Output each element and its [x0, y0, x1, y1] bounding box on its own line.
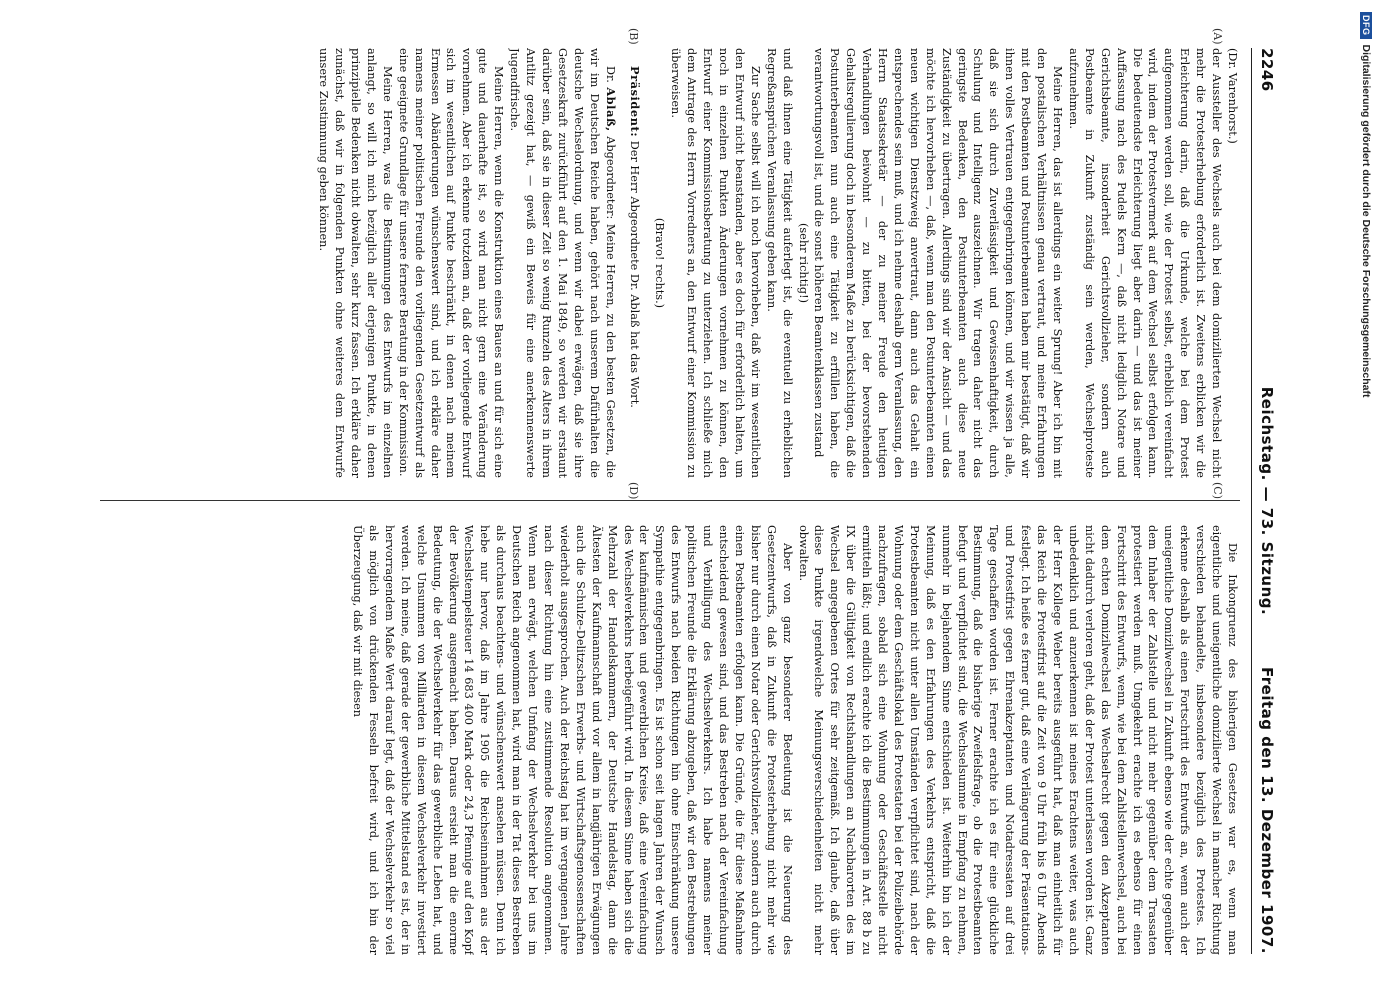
paragraph: Meine Herren, wenn die Konstruktion eines Baues an und für sich eine gute und dauerhafte ist, so wird man nicht gern eine Veränderung vornehmen. Aber ich erkenne trotzdem an, daß der vorliegende Entwurf sich im wesentlichen auf Punkte beschränkt, in denen nach meinem Ermessen Abänderungen wünschenswert sind, und ich erkläre daher namens meiner politischen Freunde den vorliegenden Gesetzentwurf als eine geeignete Grundlage für unsere fernere Beratung in der Kommission.	[396, 48, 506, 478]
president-text: Der Herr Abgeordnete Dr. Ablaß hat das Wort.	[628, 137, 642, 408]
continued-speaker: (Dr. Varenhorst.)	[1226, 48, 1239, 144]
margin-mark-c: (C)	[1211, 482, 1224, 499]
paragraph: der Aussteller des Wechsels auch bei dem domizilierten Wechsel nicht mehr die Protesterhebung erforderlich ist. Zweitens erblicken wir die Erleichterung darin, daß die Urkunde, welche bei dem Protest aufgenommen werden soll, wie der Protest selbst, erheblich vereinfacht wird, indem der Protestvermerk auf dem Wechsel selbst erfolgen kann. Die bedeutendste Erleichterung liegt aber darin — und das ist meiner Auffassung nach des Pudels Kern —, daß nicht lediglich Notare und Gerichtsbeamte, insonderheit Gerichtsvollzieher, sondern auch Postbeamte in Zukunft zuständig sein werden, Wechselproteste aufzunehmen.	[1066, 48, 1224, 478]
speaker-intro	[506, 48, 617, 478]
left-column	[100, 48, 1240, 478]
speaker-name: Ablaß,	[603, 87, 618, 132]
page-number: 2246	[1258, 48, 1276, 92]
session-date: Freitag den 13. Dezember 1907.	[1258, 667, 1276, 954]
president-statement	[627, 48, 643, 478]
paragraph: Meine Herren, was die Bestimmungen des Entwurfs im einzelnen anlangt, so will ich mich bezüglich aller derjenigen Punkte, in denen prinzipielle Bedenken nicht obwalten, sehr kurz fassen. Ich erkläre daher zunächst, daß wir in folgenden Punkten ohne weiteres dem Entwurfe unsere Zustimmung geben können.	[317, 48, 394, 478]
right-column	[100, 525, 1240, 955]
session-title: Reichstag. — 73. Sitzung.	[1258, 386, 1276, 616]
interjection: (Bravo! rechts.)	[653, 217, 667, 309]
speaker-text: Abgeordneter: Meine Herren, zu den besten Gesetzen, die wir im Deutschen Reiche haben, gehört nach unserem Dafürhalten die deutsche Wechselordnung, und wenn wir dabei erwägen, daß sie ihre Gesetzeskraft zurückführt auf den 1. Mai 1849, so werden wir erstaunt darüber sein, daß sie in dieser Zeit so wenig Runzeln des Alters in ihrem Antlitz gezeigt hat, — gewiß ein Beweis für eine anerkennenswerte Jugendfrische.	[508, 48, 617, 478]
paragraph: Meine Herren, das ist allerdings ein weiter Sprung! Aber ich bin mit den postalischen Verhältnissen genau vertraut, und meine Erfahrungen mit den Postbeamten und Postunterbeamten haben mir bestätigt, daß wir ihnen volles Vertrauen entgegenbringen können, und wir wissen ja alle, daß sie sich durch Zuverlässigkeit und Gewissenhaftigkeit, durch Schulung und Intelligenz auszeichnen. Wir tragen daher nicht das geringste Bedenken, den Postunterbeamten auch diese neue Zuständigkeit zu übertragen. Allerdings sind wir der Ansicht — und das möchte ich hervorheben —, daß, wenn man den Postunterbeamten einen neuen wichtigen Dienstzweig anvertraut, dann auch das Gehalt ein entsprechendes sein muß, und ich nehme deshalb gern Veranlassung, den Herrn Staatssekretär — der zu meiner Freude den heutigen Verhandlungen beiwohnt — zu bitten, bei der bevorstehenden Gehaltsregulierung doch in besonderem Maße zu berücksichtigen, daß die Postunterbeamten nun auch eine Tätigkeit zu erfüllen haben, die verantwortungsvoll ist, und die sonst höheren Beamtenklassen zustand	[812, 48, 1065, 478]
margin-mark-b: (B)	[627, 28, 640, 45]
digitization-text: Digitalisierung gefördert durch die Deutsche Forschungsgemeinschaft	[1360, 44, 1372, 398]
speaker-title: Dr.	[603, 66, 617, 88]
page-header	[1252, 48, 1280, 954]
paragraph: und daß ihnen eine Tätigkeit auferlegt ist, die eventuell zu erheblichen Regreßansprüchen Veranlassung geben kann.	[764, 48, 794, 478]
header-rule	[1251, 48, 1252, 954]
paragraph: Aber von ganz besonderer Bedeutung ist die Neuerung des Gesetzentwurfs, daß in Zukunft die Protesterhebung nicht mehr wie bisher nur durch einen Notar oder Gerichtsvollzieher, sondern auch durch einen Postbeamten erfolgen kann. Die Gründe, die für diese Maßnahme entscheidend gewesen sind, und das Bestreben nach der Vereinfachung und Verbilligung des Wechselverkehrs. Ich habe namens meiner politischen Freunde die Erklärung abzugeben, daß wir den Bestrebungen des Entwurfs nach beiden Richtungen hin ohne Einschränkung unsere Sympathie entgegenbringen. Es ist schon seit langen Jahren der Wunsch der kaufmännischen und gewerblichen Kreise, daß eine Vereinfachung des Wechselverkehrs herbeigeführt wird. In diesem Sinne haben sich die Mehrzahl der Handelskammern, der Deutsche Handelstag, dann die Ältesten der Kaufmannschaft und vor allem in langjährigen Erwägungen auch die Schulze-Delitzschen Erwerbs- und Wirtschaftsgenossenschaften wiederholt ausgesprochen. Auch der Reichstag hat im vergangenen Jahre nach dieser Richtung hin eine zustimmende Resolution angenommen. Wenn man erwägt, welchen Umfang der Wechselverkehr bei uns im Deutschen Reich angenommen hat, wird man in der Tat dieses Bestreben als durchaus beachtens- und wünschenswert ansehen müssen. Denn ich hebe nur hervor, daß im Jahre 1905 die Reichseinnahmen aus der Wechselstempelsteuer 14 683 400 Mark oder 24,3 Pfennige auf den Kopf der Bevölkerung ausgemacht haben. Daraus ersieht man die enorme Bedeutung, die der Wechselverkehr für das gewerbliche Leben hat, und welche Unsummen von Milliarden in diesem Wechselverkehr investiert werden. Ich meine, daß gerade der gewerbliche Mittelstand es ist, der in hervorragendem Maße Wert darauf legt, daß der Wechselverkehr so viel als möglich von drückenden Fesseln befreit wird, und ich bin der Überzeugung, daß wir mit diesen	[351, 525, 794, 955]
president-label: Präsident:	[628, 66, 643, 138]
paragraph: Die Inkongruenz des bisherigen Gesetzes war es, wenn man eigentliche und uneigentliche domizilierte Wechsel in mancher Richtung verschieden behandelte, insbesondere bezüglich des Protestes. Ich erkenne deshalb als einen Fortschritt des Entwurfs an, wenn auch der uneigentliche Domizilwechsel in Zukunft ebenso wie der echte gegenüber dem Inhaber der Zahlstelle und nicht mehr gegenüber dem Trassaten protestiert werden muß. Umgekehrt erachte ich es ebenso für einen Fortschritt des Entwurfs, wenn, wie bei dem Zahlstellenwechsel, auch bei dem echten Domizilwechsel das Wechselrecht gegen den Akzeptanten nicht dadurch verloren geht, daß der Protest unterlassen worden ist. Ganz unbedenklich und anzuerkennen ist meines Erachtens weiter, was auch der Herr Kollege Weber bereits ausgeführt hat, daß man einheitlich für das Reich die Protestfrist auf die Zeit von 9 Uhr früh bis 6 Uhr Abends festlegt. Ich heiße es ferner gut, daß eine Verlängerung der Präsentations- und Protestfrist gegen Ehrenakzeptanten und Notadressaten auf drei Tage geschaffen worden ist. Ferner erachte ich es für eine glückliche Bestimmung, daß die bisherige Zweifelsfrage, ob die Protestbeamten befugt und verpflichtet sind, die Wechselsumme in Empfang zu nehmen, nunmehr in bejahendem Sinne entschieden ist. Weiterhin bin ich der Meinung, daß es den Erfahrungen des Verkehrs entspricht, daß die Protestbeamten nicht unter allen Umständen verpflichtet sind, nach der Wohnung oder dem Geschäftslokal des Protestaten bei der Polizeibehörde nachzufragen, sobald sich eine Wohnung oder Geschäftsstelle nicht ermitteln läßt; und endlich erachte ich die Bestimmungen in Art. 88 b zu IX über die Gültigkeit von Rechtshandlungen an Nachbarorten des im Wechsel angegebenen Ortes für sehr zeitgemäß. Ich glaube, daß über diese Punkte irgendwelche Meinungsverschiedenheiten nicht mehr obwalten.	[796, 525, 1239, 955]
margin-mark-a: (A)	[1211, 28, 1224, 45]
digitization-note	[1352, 12, 1376, 988]
column-divider	[100, 500, 1240, 501]
interjection: (sehr richtig!)	[796, 222, 810, 304]
paragraph: Zur Sache selbst will ich noch hervorheben, daß wir im wesentlichen den Entwurf nicht beanstanden, aber es doch für erforderlich halten, um noch in einzelnen Punkten Änderungen vornehmen zu können, den Entwurf einer Kommissionsberatung zu unterziehen. Ich schließe mich dem Antrage des Herrn Vorredners an, den Entwurf einer Kommission zu überweisen.	[669, 48, 762, 478]
margin-mark-d: (D)	[627, 482, 640, 500]
dfg-logo: DFG	[1360, 12, 1372, 39]
